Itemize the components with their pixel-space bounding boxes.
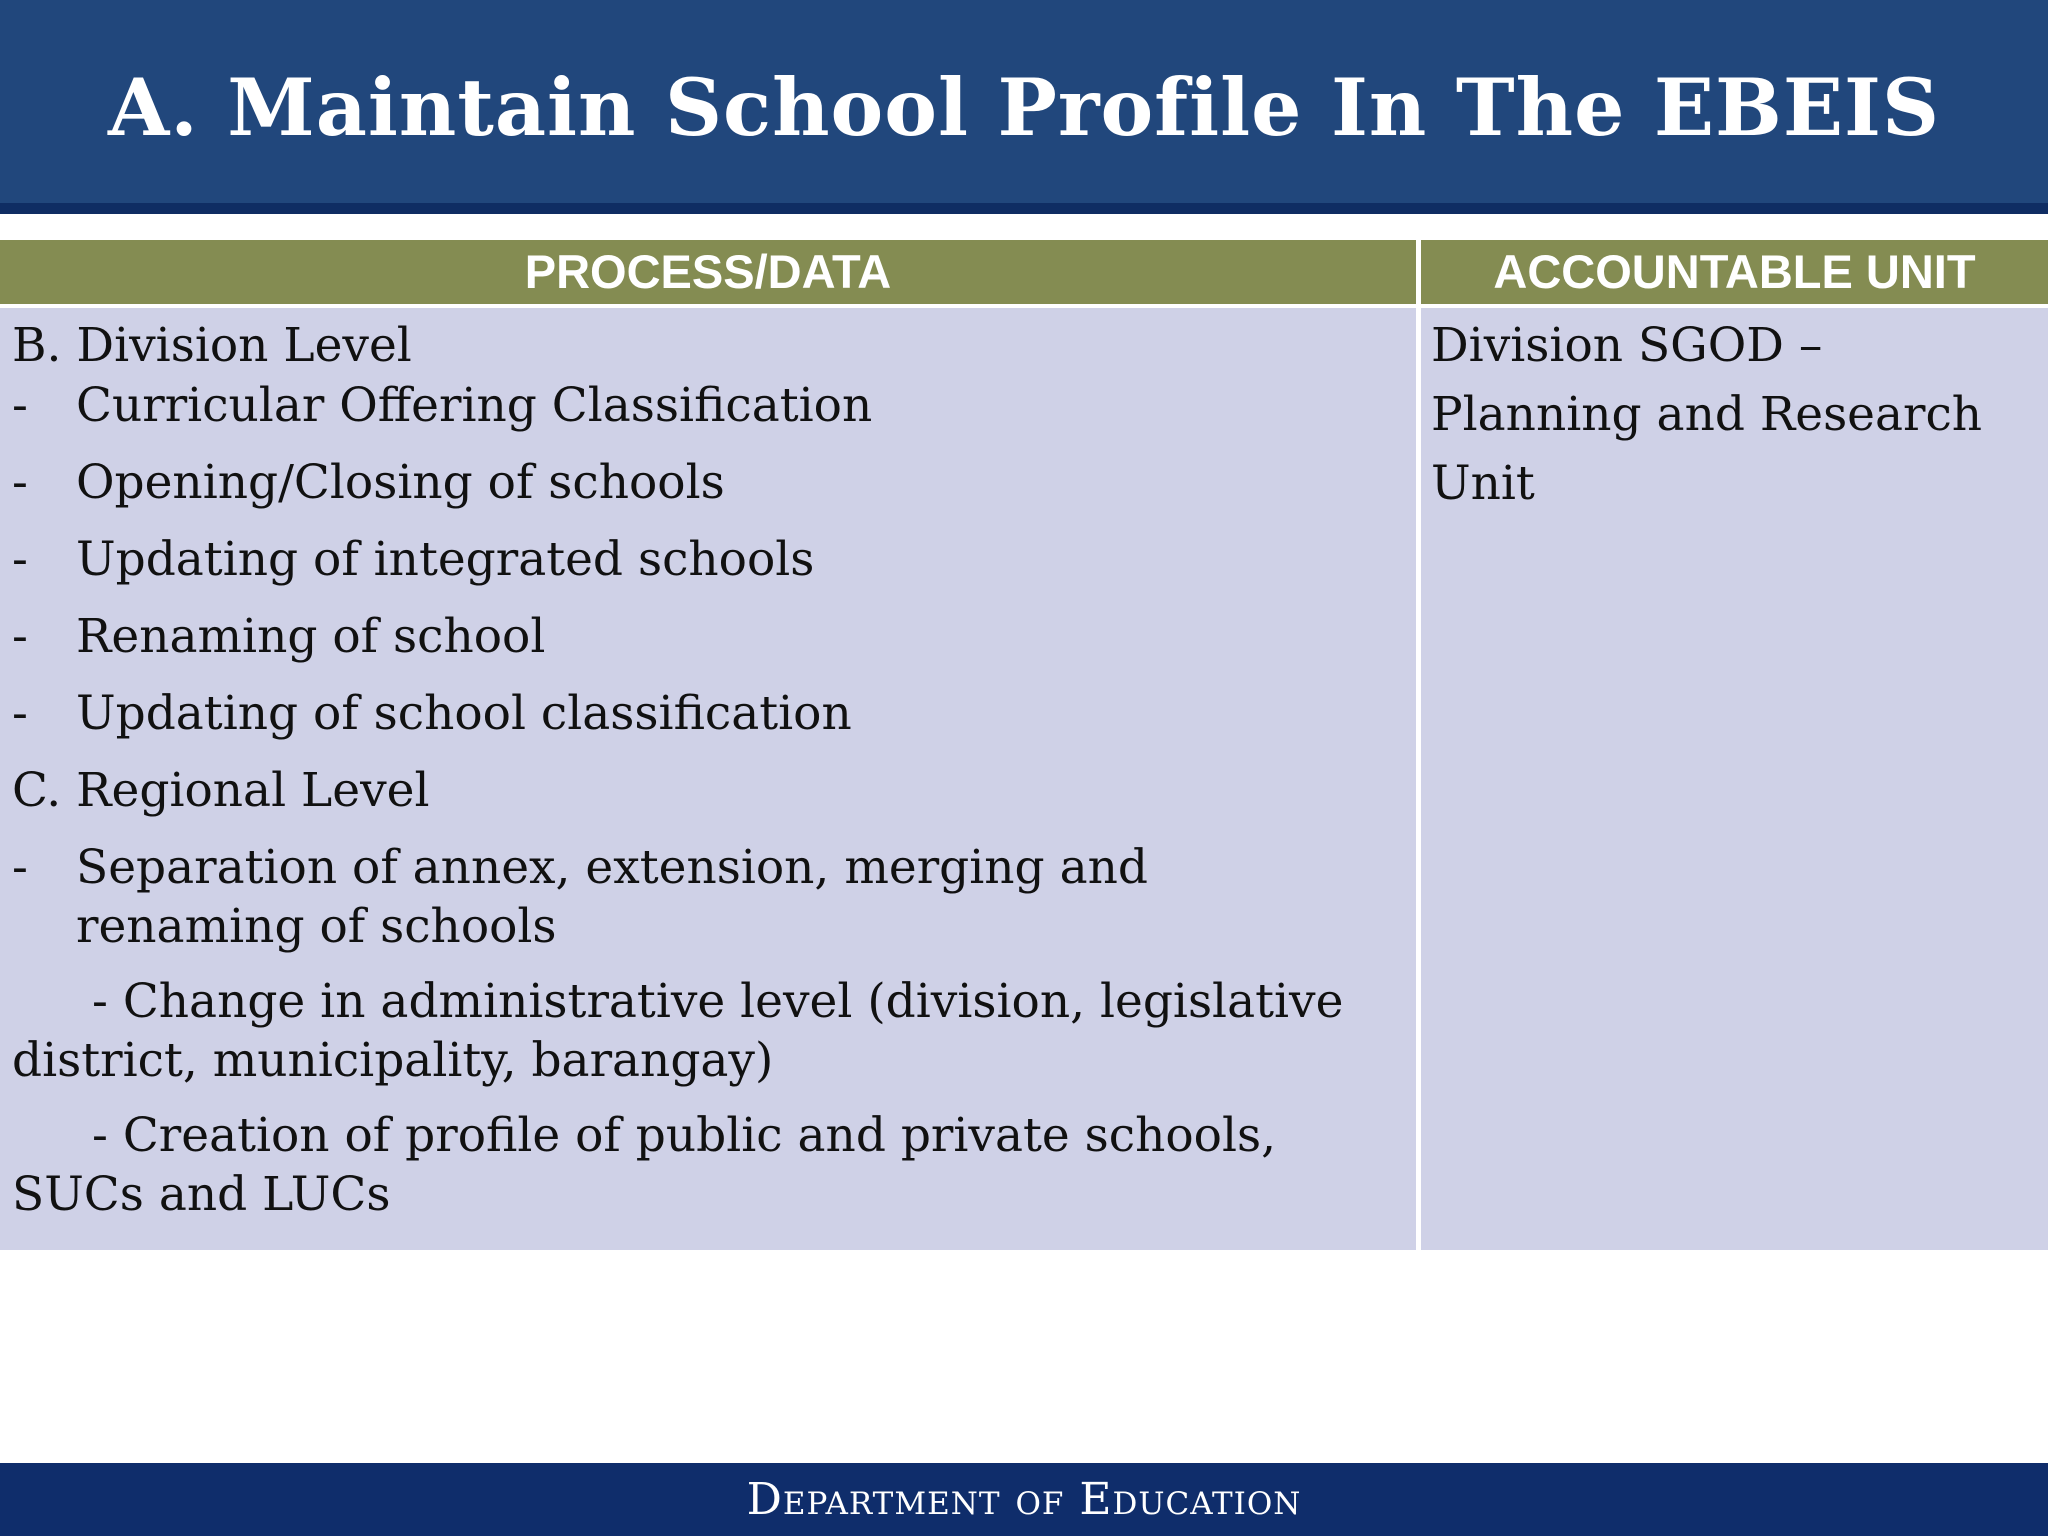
list-item-text-line2: renaming of schools bbox=[76, 899, 557, 954]
accountable-unit-text bbox=[1431, 308, 2048, 518]
accountable-unit-cell bbox=[1421, 308, 2048, 1250]
sub-item-text-line2: SUCs and LUCs bbox=[12, 1167, 391, 1222]
sub-item-text-line2: district, municipality, barangay) bbox=[12, 1033, 774, 1088]
regional-level-heading: C. Regional Level bbox=[12, 763, 430, 818]
dash-bullet: - bbox=[12, 455, 28, 510]
slide-footer bbox=[0, 1463, 2048, 1536]
accountable-unit-line1: Division SGOD – bbox=[1431, 318, 1823, 373]
list-item-text: Renaming of school bbox=[76, 609, 546, 664]
list-item-text: Updating of integrated schools bbox=[76, 532, 815, 587]
accountable-unit-line2: Planning and Research bbox=[1431, 387, 1983, 442]
list-item bbox=[12, 838, 1416, 956]
list-item bbox=[12, 453, 1416, 513]
list-item bbox=[12, 530, 1416, 590]
list-item-text: Updating of school classification bbox=[76, 686, 852, 741]
sub-item-text-line1: - Change in administrative level (division, legislative bbox=[92, 974, 1344, 1029]
list-item bbox=[12, 684, 1416, 744]
dash-bullet: - bbox=[12, 609, 28, 664]
dash-bullet: - bbox=[12, 532, 28, 587]
list-item bbox=[12, 376, 1416, 436]
division-level-heading: B. Division Level bbox=[12, 318, 412, 373]
list-item-text: Curricular Offering Classification bbox=[76, 378, 873, 433]
footer-organization-name: Department of Education bbox=[746, 1474, 1302, 1525]
dash-bullet: - bbox=[12, 840, 28, 895]
accountable-unit-line3: Unit bbox=[1431, 456, 1535, 511]
list-item-text: Opening/Closing of schools bbox=[76, 455, 725, 510]
sub-item bbox=[12, 1106, 1416, 1224]
process-table bbox=[0, 240, 2048, 1250]
dash-bullet: - bbox=[12, 686, 28, 741]
header-accountable-unit: ACCOUNTABLE UNIT bbox=[1421, 240, 2048, 304]
list-item-text-line1: Separation of annex, extension, merging and bbox=[76, 840, 1148, 895]
dash-bullet: - bbox=[12, 378, 28, 433]
slide-header bbox=[0, 0, 2048, 214]
sub-item bbox=[12, 972, 1416, 1090]
sub-item-text-line1: - Creation of profile of public and private schools, bbox=[92, 1108, 1277, 1163]
list-item bbox=[12, 607, 1416, 667]
slide-title: A. Maintain School Profile In The EBEIS bbox=[107, 61, 1941, 154]
header-process-data: PROCESS/DATA bbox=[0, 240, 1416, 304]
process-cell bbox=[0, 308, 1416, 1250]
